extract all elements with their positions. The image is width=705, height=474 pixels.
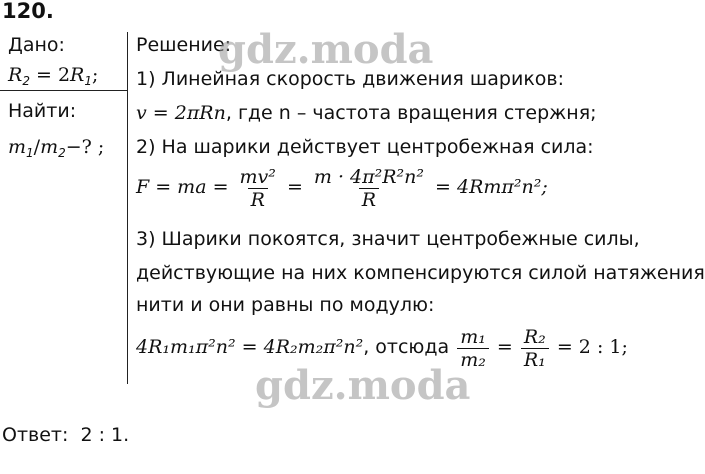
- find-expression: $m_1/m_2-$? ;: [8, 136, 105, 160]
- solution-velocity-formula: v = 2πRn, где n – частота вращения стержня;: [136, 102, 597, 124]
- vertical-divider: [127, 32, 128, 384]
- problem-number: 120.: [2, 0, 54, 23]
- centrifugal-force-formula: F = ma = $\frac{\text{mv²}}{R}$ = $\frac{\text{m · 4π²R²n²}}{R}$ = 4Rmπ²n²;: [136, 166, 548, 211]
- answer-value: 2 : 1.: [80, 424, 130, 446]
- solution-step3-line2: действующие на них компенсируются силой натяжения: [136, 262, 705, 284]
- solution-label: Решение:: [136, 34, 232, 56]
- fraction-m4pi2r2n2-r: $\frac{\text{m · 4π²R²n²}}{R}$: [313, 166, 425, 211]
- given-label: Дано:: [8, 34, 65, 56]
- horizontal-divider: [0, 90, 127, 91]
- solution-step2: 2) На шарики действует центробежная сила:: [136, 136, 594, 158]
- solution-step1: 1) Линейная скорость движения шариков:: [136, 68, 565, 90]
- final-equation: 4R₁m₁π²n² = 4R₂m₂π²n², отсюда $\frac{\text{m₁}}{\text{m₂}}$ = $\frac{\text{R₂}}{\text{R₁}}$ = 2 : 1;: [136, 326, 628, 371]
- solution-step3-line1: 3) Шарики покоятся, значит центробежные силы,: [136, 228, 640, 250]
- watermark-bottom: gdz.moda: [255, 362, 471, 409]
- solution-step3-line3: нити и они равны по модулю:: [136, 294, 435, 316]
- given-condition: $R_2 = 2R_1$;: [8, 64, 99, 88]
- answer: [2, 424, 129, 446]
- watermark-top: gdz.moda: [218, 26, 434, 73]
- answer-label: Ответ:: [2, 424, 69, 446]
- fraction-mv2-r: $\frac{\text{mv²}}{R}$: [239, 166, 276, 211]
- find-label: Найти:: [8, 100, 77, 122]
- fraction-r2-r1: $\frac{\text{R₂}}{\text{R₁}}$: [521, 326, 549, 371]
- fraction-m1-m2: $\frac{\text{m₁}}{\text{m₂}}$: [457, 326, 489, 371]
